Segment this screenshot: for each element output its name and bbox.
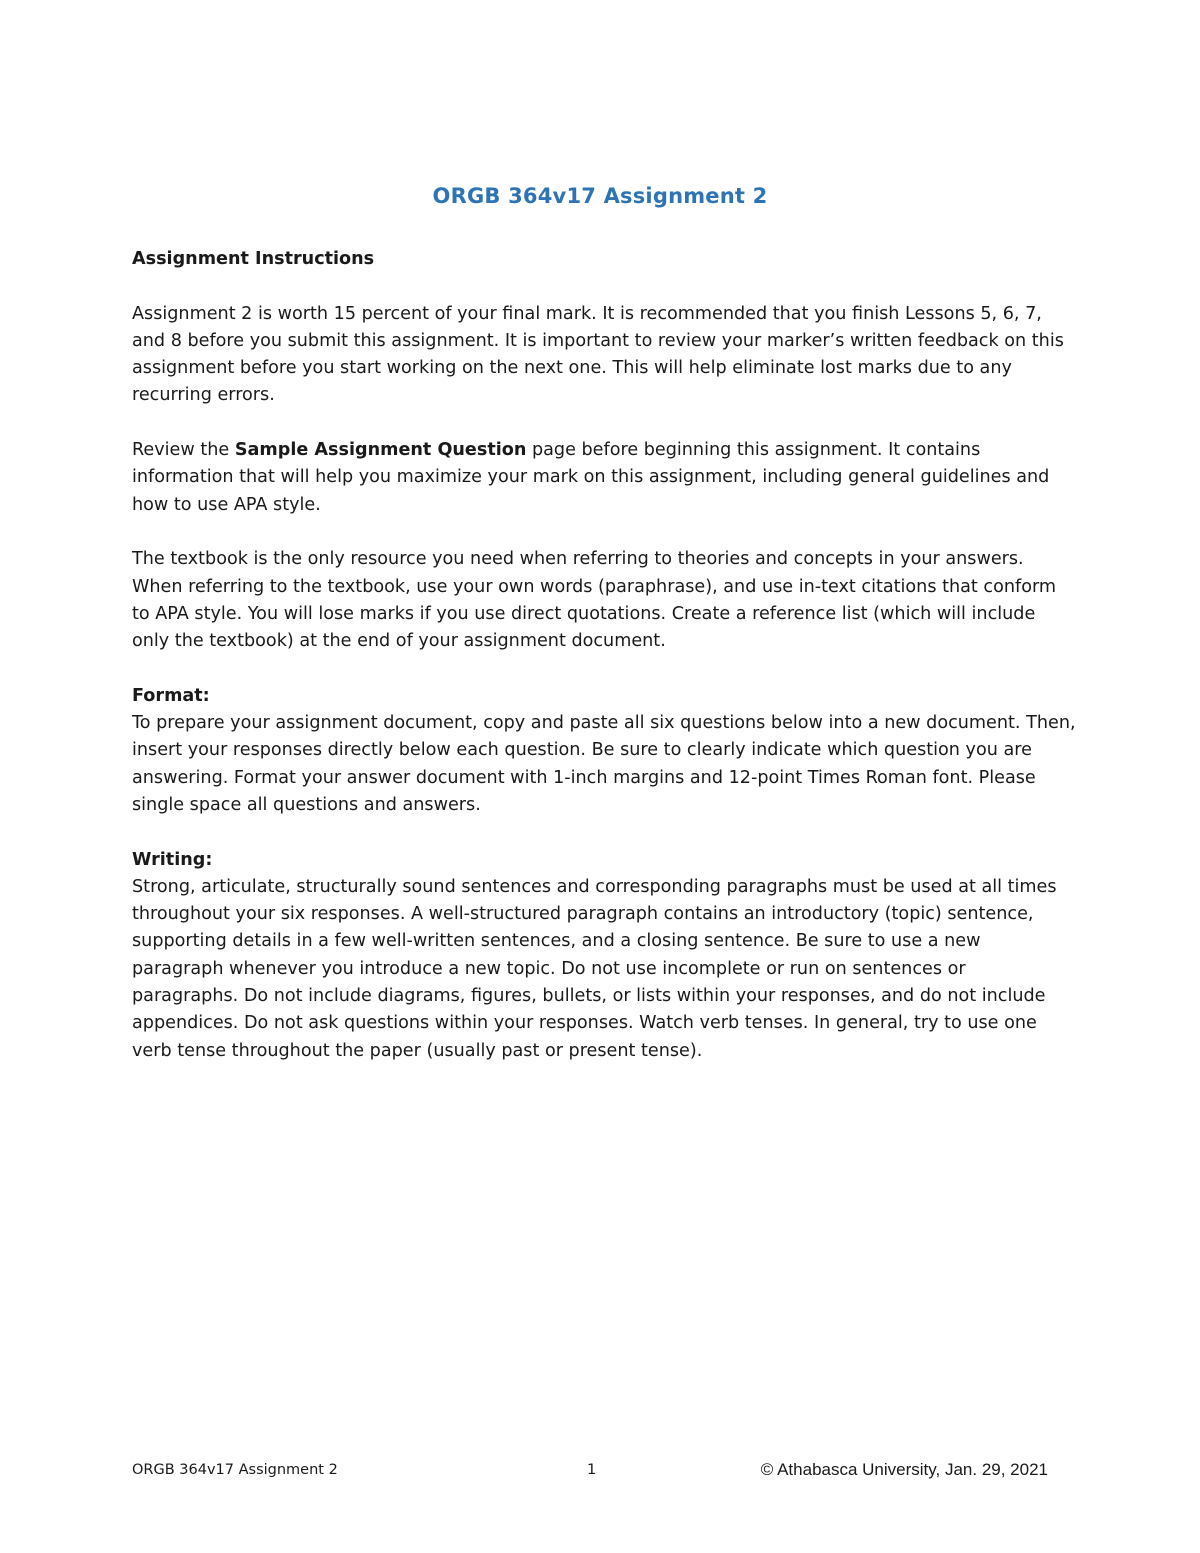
paragraph-sample-question	[132, 437, 1077, 519]
paragraph-textbook: The textbook is the only resource you need when referring to theories and concepts in your answers. When referring to the textbook, use your own words (paraphrase), and use in-text citations that conform to APA style. You will lose marks if you use direct quotations. Create a reference list (which will include only the textbook) at the end of your assignment document.	[132, 549, 1057, 652]
paragraph-weight: Assignment 2 is worth 15 percent of your final mark. It is recommended that you finish Lessons 5, 6, 7, and 8 before you submit this assignment. It is important to review your marker’s written feedback on this assignment before you start working on the next one. This will help eliminate lost marks due to any recurring errors.	[132, 303, 1064, 406]
footer-page-number: 1	[587, 1462, 597, 1478]
paragraph-format: To prepare your assignment document, copy and paste all six questions below into a new document. Then, insert your responses directly below each question. Be sure to clearly indicate which question you are answering. Format your answer document with 1-inch margins and 12-point Times Roman font. Please single space all questions and answers.	[132, 713, 1076, 815]
document-body	[132, 246, 1077, 1065]
footer-copyright: © Athabasca University, Jan. 29, 2021	[760, 1460, 1048, 1479]
page-footer	[0, 1460, 1200, 1484]
sample-question-emphasis: Sample Assignment Question	[234, 440, 527, 461]
section-heading-writing: Writing:	[132, 849, 213, 870]
paragraph-sample-question-rest: page before beginning this assignment. It contains information that will help you maximize your mark on this assignment, including general guidelines and how to use APA style.	[132, 440, 1050, 515]
section-heading-instructions: Assignment Instructions	[132, 249, 375, 269]
footer-document-name: ORGB 364v17 Assignment 2	[132, 1462, 338, 1478]
paragraph-sample-question-lead: Review the	[132, 440, 235, 461]
section-heading-format: Format:	[132, 685, 210, 706]
paragraph-writing: Strong, articulate, structurally sound sentences and corresponding paragraphs must be used at all times throughout your six responses. A well-structured paragraph contains an introductory (topic) sentence, supporting details in a few well-written sentences, and a closing sentence. Be sure to use a new paragraph whenever you introduce a new topic. Do not use incomplete or run on sentences or paragraphs. Do not include diagrams, figures, bullets, or lists within your responses, and do not include appendices. Do not ask questions within your responses. Watch verb tenses. In general, try to use one verb tense throughout the paper (usually past or present tense).	[132, 876, 1057, 1061]
document-title: ORGB 364v17 Assignment 2	[432, 184, 768, 208]
